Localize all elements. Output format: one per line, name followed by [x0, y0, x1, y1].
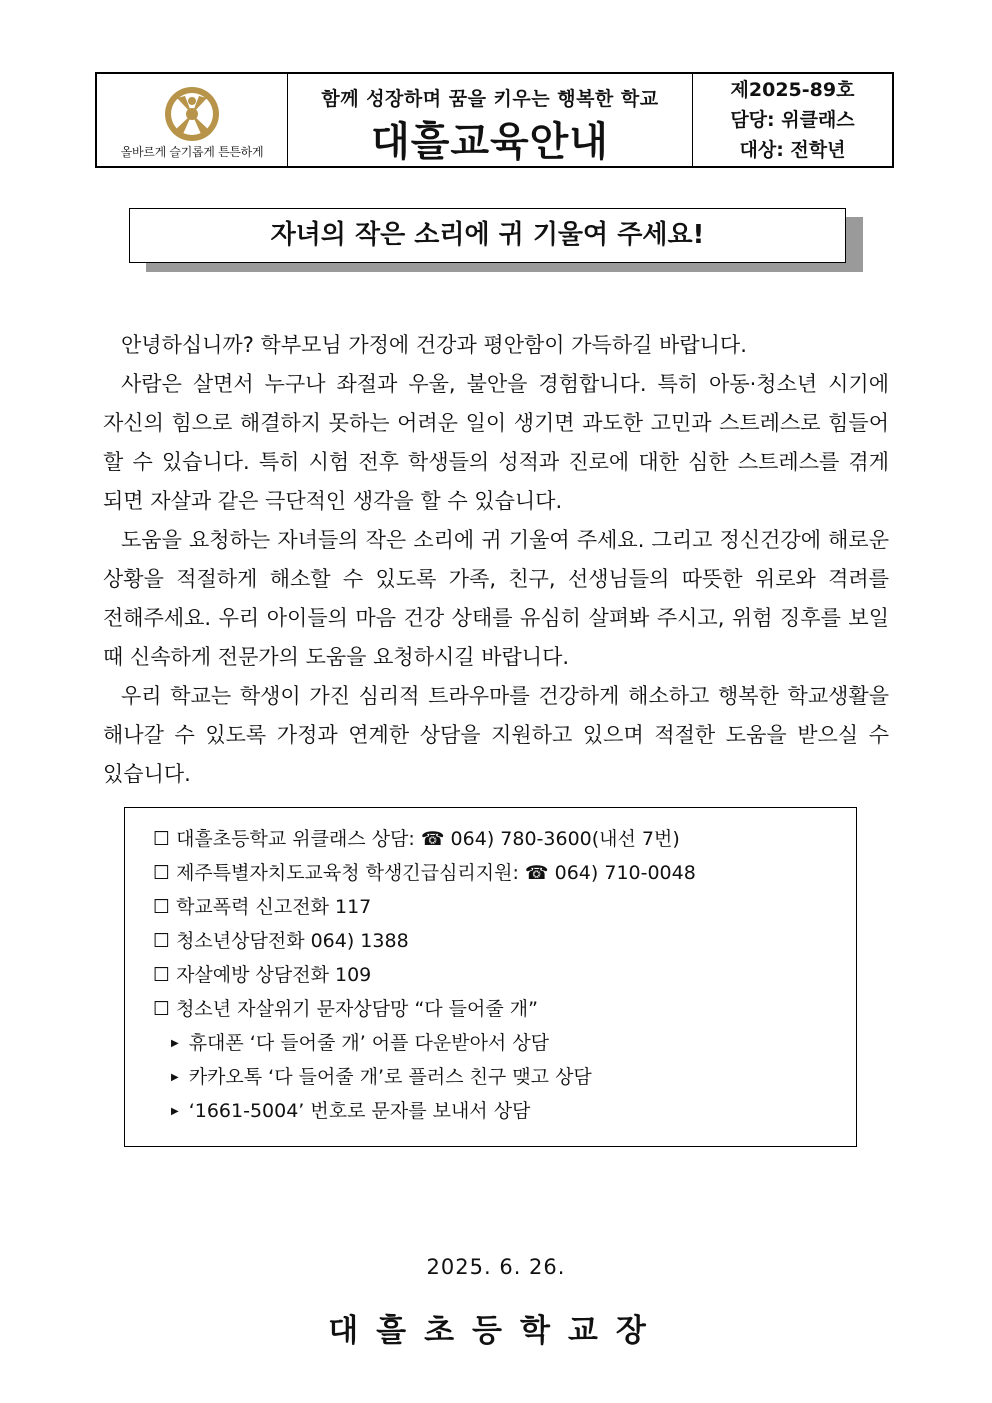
contact-sub-item: [153, 1094, 856, 1128]
principal-signature: 대흘초등학교장: [328, 1313, 664, 1349]
info-cell: [693, 74, 892, 166]
document-target: 대상: 전학년: [739, 139, 846, 161]
document-header: [95, 72, 894, 168]
document-manager: 담당: 위클래스: [730, 109, 855, 131]
contact-item: ☐ 대흘초등학교 위클래스 상담: ☎ 064) 780-3600(내선 7번): [153, 828, 680, 850]
contact-item: ☐ 제주특별자치도교육청 학생긴급심리지원: ☎ 064) 710-0048: [153, 862, 696, 884]
contact-item: ☐ 자살예방 상담전화 109: [153, 964, 372, 986]
contact-sub-item-text: ‘1661-5004’ 번호로 문자를 보내서 상담: [188, 1100, 531, 1122]
contact-sub-item: [153, 1026, 856, 1060]
paragraph-support: 우리 학교는 학생이 가진 심리적 트라우마를 건강하게 해소하고 행복한 학교생활을 해나갈 수 있도록 가정과 연계한 상담을 지원하고 있으며 적절한 도움을 받으실 수 있습니다.: [103, 684, 889, 786]
contact-list-box: [124, 807, 857, 1147]
paragraph-stress: 사람은 살면서 누구나 좌절과 우울, 불안을 경험합니다. 특히 아동·청소년 시기에 자신의 힘으로 해결하지 못하는 어려운 일이 생기면 과도한 고민과 스트레스로 힘들어 할 수 있습니다. 특히 시험 전후 학생들의 성적과 진로에 대한 심한 스트레스를 겪게 되면 자살과 같은 극단적인 생각을 할 수 있습니다.: [103, 372, 889, 513]
school-logo-icon: [163, 84, 221, 144]
contact-item: ☐ 학교폭력 신고전화 117: [153, 896, 372, 918]
triangle-right-icon: ▶: [171, 1037, 179, 1049]
paragraph-greeting: 안녕하십니까? 학부모님 가정에 건강과 평안함이 가득하길 바랍니다.: [121, 333, 747, 357]
headline-banner: 자녀의 작은 소리에 귀 기울여 주세요!: [129, 208, 846, 263]
logo-cell: [97, 74, 288, 166]
contact-sub-item: [153, 1060, 856, 1094]
contact-sub-item-text: 휴대폰 ‘다 들어줄 개’ 어플 다운받아서 상담: [188, 1032, 550, 1054]
triangle-right-icon: ▶: [171, 1071, 179, 1083]
title-cell: [288, 74, 693, 166]
contact-sub-item-text: 카카오톡 ‘다 들어줄 개’로 플러스 친구 맺고 상담: [188, 1066, 592, 1088]
school-motto: 올바르게 슬기롭게 튼튼하게: [120, 145, 264, 159]
contact-item: ☐ 청소년상담전화 064) 1388: [153, 930, 409, 952]
document-number: 제2025-89호: [730, 79, 855, 101]
issue-date: 2025. 6. 26.: [426, 1255, 566, 1279]
paragraph-request: 도움을 요청하는 자녀들의 작은 소리에 귀 기울여 주세요. 그리고 정신건강에 해로운 상황을 적절하게 해소할 수 있도록 가족, 친구, 선생님들의 따뜻한 위로와 격려를 전해주세요. 우리 아이들의 마음 건강 상태를 유심히 살펴봐 주시고, 위험 징후를 보일 때 신속하게 전문가의 도움을 요청하시길 바랍니다.: [103, 528, 889, 669]
triangle-right-icon: ▶: [171, 1105, 179, 1117]
school-slogan: 함께 성장하며 꿈을 키우는 행복한 학교: [321, 88, 659, 110]
letter-body: [103, 326, 889, 794]
contact-item: ☐ 청소년 자살위기 문자상담망 “다 들어줄 개”: [153, 998, 538, 1020]
newsletter-title: 대흘교육안내: [371, 119, 609, 165]
